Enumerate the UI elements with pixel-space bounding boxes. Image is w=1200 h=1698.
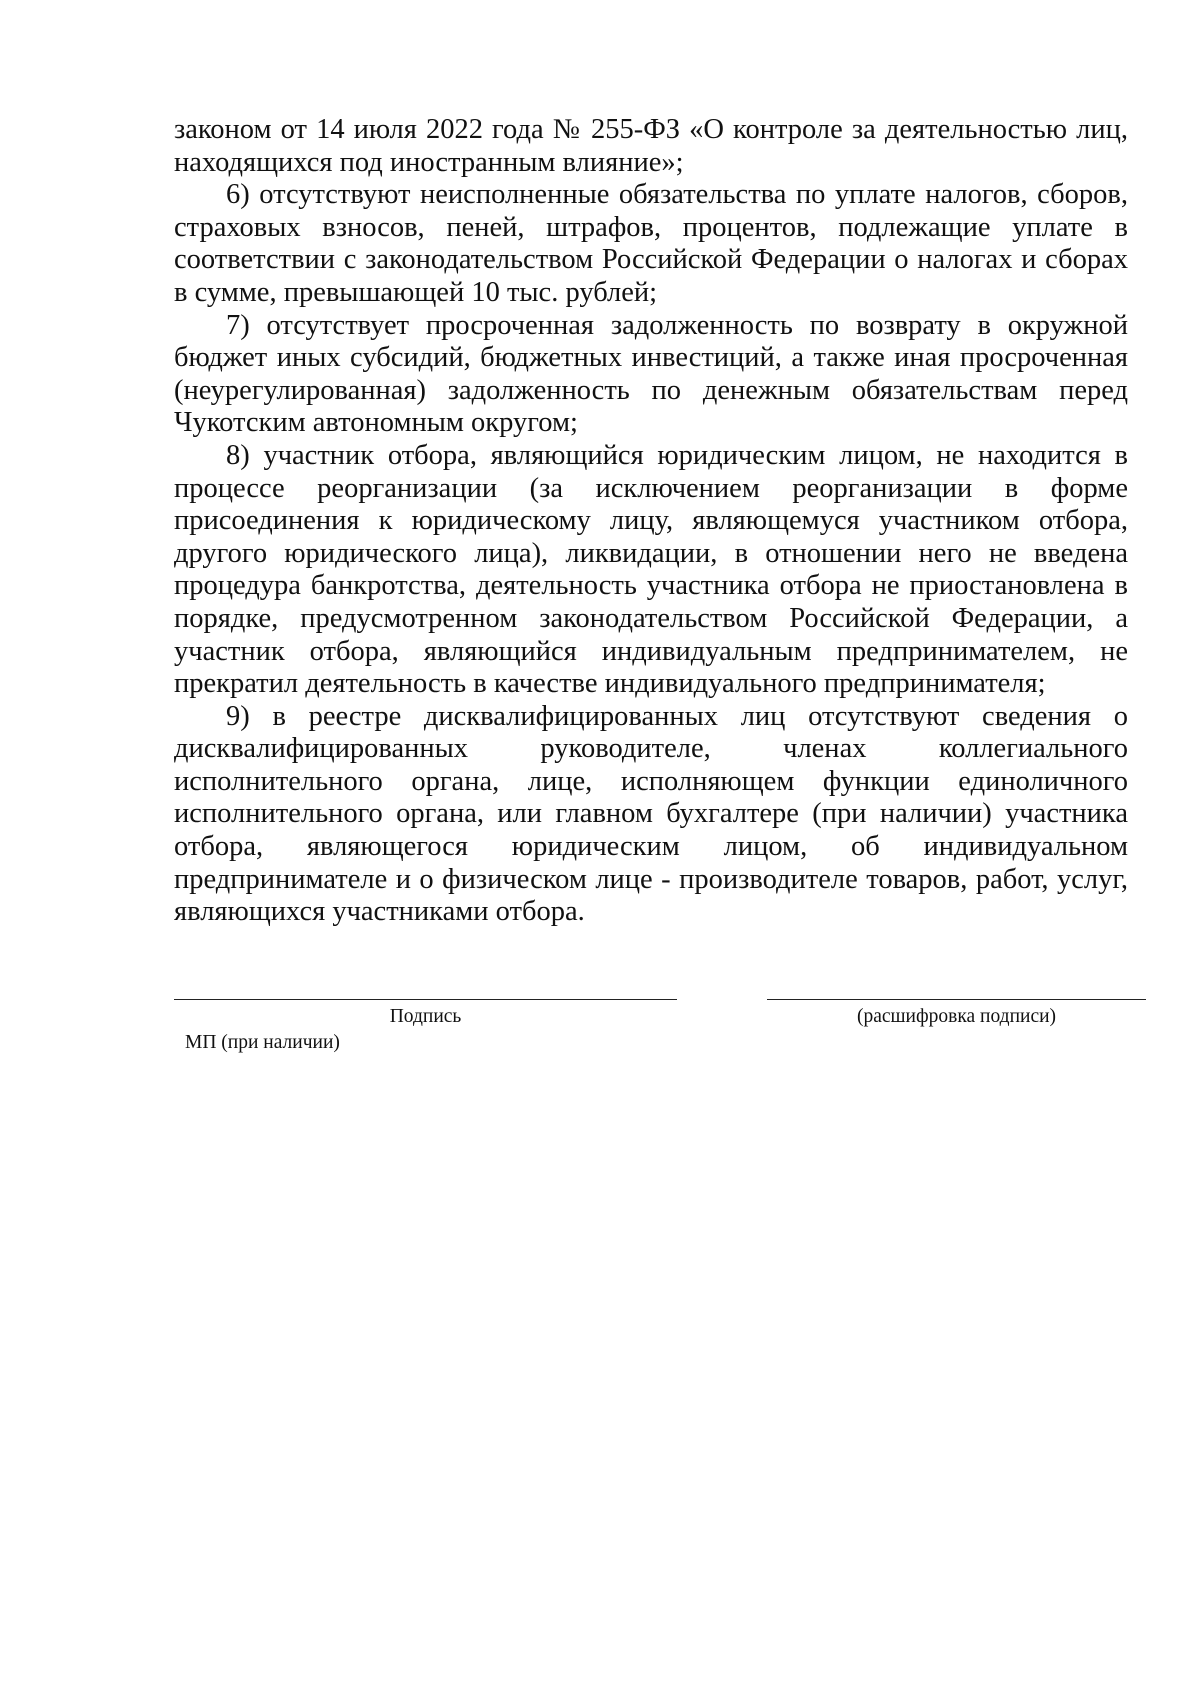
- signature-transcript-line: [767, 999, 1146, 1000]
- paragraph-law-reference: законом от 14 июля 2022 года № 255-ФЗ «О контроле за деятельностью лиц, находящихся под иностранным влияние»;: [174, 114, 1128, 178]
- paragraph-item-8: 8) участник отбора, являющийся юридическим лицом, не находится в процессе реорганизации (за исключением реорганизации в форме присоединения к юридическому лицу, являющемуся участником отбора, другого юридического лица), ликвидации, в отношении него не введена процедура банкротства, деятельность участника отбора не приостановлена в порядке, предусмотренном законодательством Российской Федерации, а участник отбора, являющийся индивидуальным предпринимателем, не прекратил деятельность в качестве индивидуального предпринимателя;: [174, 439, 1128, 700]
- stamp-label: МП (при наличии): [185, 1032, 340, 1053]
- paragraph-item-9: 9) в реестре дисквалифицированных лиц отсутствуют сведения о дисквалифицированных руководителе, членах коллегиального исполнительного органа, лице, исполняющем функции единоличного исполнительного органа, или главном бухгалтере (при наличии) участника отбора, являющегося юридическим лицом, об индивидуальном предпринимателе и о физическом лице - производителе товаров, работ, услуг, являющихся участниками отбора.: [174, 700, 1128, 928]
- paragraph-item-6: 6) отсутствуют неисполненные обязательства по уплате налогов, сборов, страховых взносов, пеней, штрафов, процентов, подлежащие уплате в соответствии с законодательством Российской Федерации о налогах и сборах в сумме, превышающей 10 тыс. рублей;: [174, 179, 1128, 308]
- signature-label: Подпись: [389, 1006, 462, 1027]
- document-body: [174, 114, 1128, 929]
- paragraph-item-7: 7) отсутствует просроченная задолженность по возврату в окружной бюджет иных субсидий, бюджетных инвестиций, а также иная просроченная (неурегулированная) задолженность по денежным обязательствам перед Чукотским автономным округом;: [174, 309, 1128, 439]
- signature-line: [174, 999, 677, 1000]
- signature-transcript-label: (расшифровка подписи): [856, 1006, 1057, 1027]
